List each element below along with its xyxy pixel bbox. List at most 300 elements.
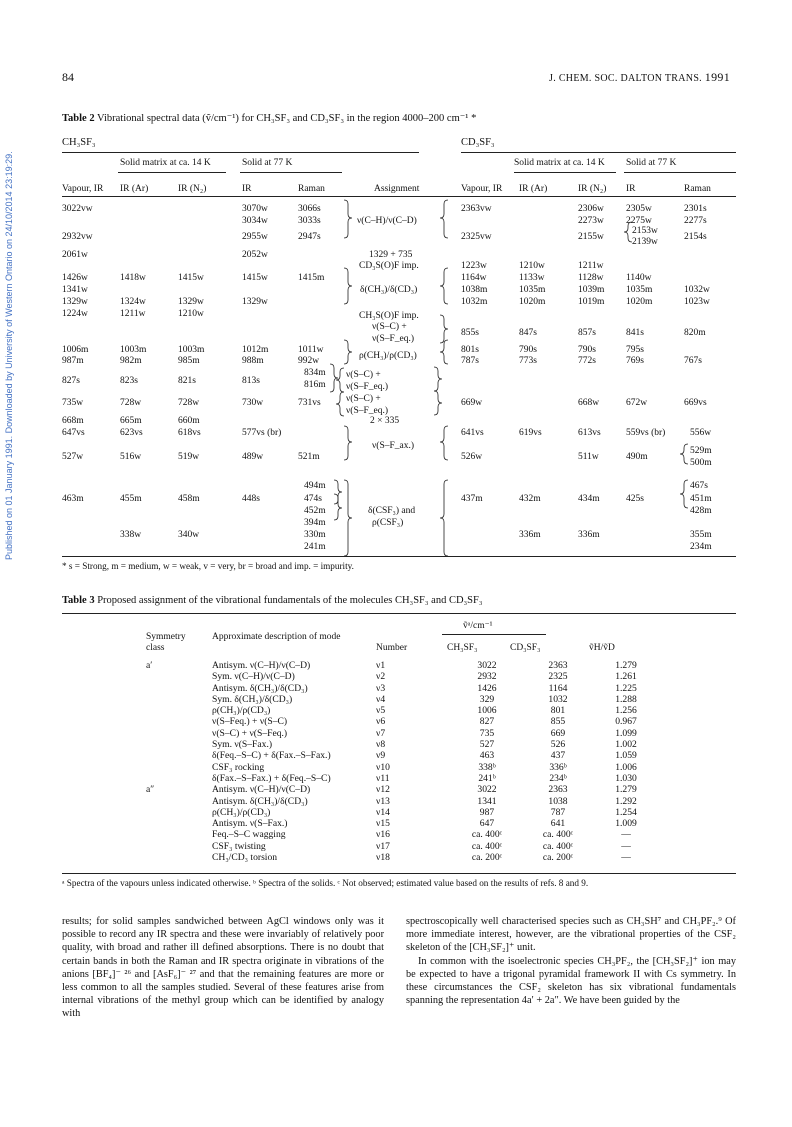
table3-cell: [146, 852, 212, 863]
table3-cell: Feq.–S–C wagging: [212, 829, 286, 841]
table3-cell: ca. 400ᶜ: [542, 840, 574, 852]
table2-cell: ρ(CSF₃): [372, 518, 404, 528]
table3-row: [146, 705, 656, 716]
table2-cell: 847s: [519, 328, 537, 338]
table2-cell: 516w: [120, 452, 142, 462]
table3-cell: —: [621, 829, 631, 841]
table3-cell: 336ᵇ: [549, 761, 567, 773]
table3-cell: 855: [550, 716, 566, 728]
table2-cell: 813s: [242, 376, 260, 386]
table2-cell: 526w: [461, 452, 483, 462]
table3-cell: [146, 829, 212, 840]
table3-cell: 787: [550, 806, 566, 818]
table2-cell: 527w: [62, 452, 84, 462]
table2-cell: 795s: [626, 345, 644, 355]
table2-cell: ν(S–F_eq.): [372, 334, 415, 344]
table3-cell: [146, 705, 212, 716]
table3-cell: [146, 796, 212, 807]
table2-cell: 529m: [690, 446, 712, 456]
table3-cell: 527: [479, 739, 495, 751]
table2-cell: 730w: [242, 398, 264, 408]
table3-cell: 1.030: [615, 772, 637, 784]
table3-header-description: Approximate description of mode: [212, 632, 341, 642]
table2-cell: 1426w: [62, 273, 88, 283]
table3-cell: ν7: [376, 727, 386, 739]
table2-cell: 834m: [304, 368, 326, 378]
table2-cell: 2154s: [684, 232, 707, 242]
table3-row: [146, 683, 656, 694]
table3-cell: ν3: [376, 682, 386, 694]
table3-cell: a′: [146, 660, 153, 671]
table3-cell: δ(Fax.–S–Fax.) + δ(Feq.–S–C): [212, 772, 331, 784]
table3-cell: 647: [479, 818, 495, 830]
table2-cell: 340w: [178, 530, 200, 540]
table2-cell: 2305w: [626, 204, 652, 214]
table3-cell: 1.279: [615, 660, 637, 671]
table2-cell: 434m: [578, 494, 600, 504]
table2-cell: 556w: [690, 428, 712, 438]
table3-cell: [146, 841, 212, 852]
body-paragraph: spectroscopically well characterised species such as CH₃SH⁷ and CH₃PF₂.⁹ Of more immediate interest, however, are the vibrational properties of the CSF₂ skeleton of the [CH₃SF₂]⁺ unit.: [406, 916, 736, 954]
table2-cell: 1035m: [519, 285, 546, 295]
table3-cell: ν8: [376, 739, 386, 751]
table3-row: [146, 694, 656, 705]
table2-cell: 2052w: [242, 250, 268, 260]
table2-cell: 1329 + 735: [369, 250, 413, 260]
table2-cell: 500m: [690, 458, 712, 468]
table3-cell: 1.288: [615, 693, 637, 705]
table2-cell: 3022vw: [62, 204, 93, 214]
table2-cell: ν(S–C) +: [346, 370, 381, 380]
table2-cell: 463m: [62, 494, 84, 504]
table2-sub-right-matrix: Solid matrix at ca. 14 K: [514, 158, 605, 168]
table3-cell: ν10: [376, 761, 390, 773]
table2-label: Table 2: [62, 113, 95, 124]
table2-cell: CH₃S(O)F imp.: [359, 311, 419, 321]
table3-cell: 526: [550, 739, 566, 751]
download-watermark: Published on 01 January 1991. Downloaded by University of Western Ontario on 24/10/2014 23:19:29.: [4, 151, 14, 560]
table2-cell: 2325vw: [461, 232, 492, 242]
table3-cell: 1.261: [615, 671, 637, 683]
body-paragraph: results; for solid samples sandwiched between AgCl windows only was it possible to record any IR spectra and these were invariably of relatively poor quality, with broad and rather ill defined absorptions. There is no doubt that certain bands in both the Raman and IR spectra originate in vibrations of the anions [BF₄]⁻ ²⁶ and [AsF₆]⁻ ²⁷ and that the remaining features are more or less common to all the samples studied. Several of these features arise from internal vibrations of the methyl group which can be identified by analogy with: [62, 916, 384, 1020]
table3-row: [146, 671, 656, 682]
table2-cell: 1341w: [62, 285, 88, 295]
table2-cell: 437m: [461, 494, 483, 504]
table2-cell: 1223w: [461, 261, 487, 271]
table3-cell: 1426: [477, 682, 497, 694]
table3-units-header: ṽᵃ/cm⁻¹: [463, 621, 493, 631]
table3-cell: ca. 400ᶜ: [471, 829, 503, 841]
table3-cell: 1164: [548, 682, 568, 694]
table3-cell: 1.002: [615, 739, 637, 751]
table2-cell: 613vs: [578, 428, 601, 438]
table2-cell: 3034w: [242, 216, 268, 226]
table3-cell: Antisym. ν(S–Fax.): [212, 818, 288, 830]
table2-cell: ν(S–F_eq.): [346, 406, 389, 416]
table3-cell: Sym. ν(C–H)/ν(C–D): [212, 671, 295, 683]
table2-cell: 988m: [242, 356, 264, 366]
table2-cell: 1211w: [120, 309, 146, 319]
table3-cell: [146, 762, 212, 773]
table3-cell: 0.967: [615, 716, 637, 728]
table2-cell: 1012m: [242, 345, 269, 355]
table2-cell: 241m: [304, 542, 326, 552]
table3-cell: [146, 716, 212, 727]
table2-cell: 623vs: [120, 428, 143, 438]
table2-cell: 448s: [242, 494, 260, 504]
table2-cell: 490m: [626, 452, 648, 462]
table3-cell: 987: [479, 806, 495, 818]
table3-cell: 641: [550, 818, 566, 830]
table3-row: [146, 841, 656, 852]
table2-cell: 855s: [461, 328, 479, 338]
table2-cell: 1032m: [461, 297, 488, 307]
table2-cell: 827s: [62, 376, 80, 386]
table2-cell: 982m: [120, 356, 142, 366]
table2-cell: 1418w: [120, 273, 146, 283]
table3-cell: ν(S–Feq.) + ν(S–C): [212, 716, 288, 728]
table3-row: [146, 750, 656, 761]
table3-cell: 437: [550, 750, 566, 762]
table3-cell: ca. 200ᶜ: [542, 852, 574, 864]
table3-row: [146, 807, 656, 818]
table2-cell: 1032w: [684, 285, 710, 295]
table2-cell: 1415w: [178, 273, 204, 283]
table3-cell: 827: [479, 716, 495, 728]
table3-cell: Antisym. ν(C–H)/ν(C–D): [212, 660, 311, 671]
table3-row: [146, 728, 656, 739]
table2-column-header: IR: [626, 184, 636, 194]
table2-sub-left-matrix: Solid matrix at ca. 14 K: [120, 158, 211, 168]
table2-cell: 2139w: [632, 237, 658, 247]
table3-cell: ν13: [376, 795, 390, 807]
body-column-right: [406, 915, 736, 1007]
table3-cell: 2363: [548, 784, 568, 796]
table3-cell: ν5: [376, 705, 386, 717]
table3-cell: [146, 807, 212, 818]
table3-cell: 234ᵇ: [549, 772, 567, 784]
body-paragraph: In common with the isoelectronic species CH₃PF₂, the [CH₃SF₂]⁺ ion may be expected to have a trigonal pyramidal framework II with Cs symmetry. In these circumstances the CSF₂ skeleton has six vibrational fundamentals spanning the representation 4a′ + 2a″. We have been guided by the: [406, 955, 736, 1007]
table2-cell: 857s: [578, 328, 596, 338]
table3-cell: CSF₃ rocking: [212, 761, 265, 773]
table2-cell: δ(CSF₃) and: [368, 506, 416, 516]
table3-cell: 3022: [477, 660, 497, 671]
table3-cell: Antisym. ν(C–H)/ν(C–D): [212, 784, 311, 796]
table3-cell: 1.279: [615, 784, 637, 796]
table2-cell: 790s: [578, 345, 596, 355]
table3-cell: —: [621, 840, 631, 852]
table2-cell: ρ(CH₃)/ρ(CD₃): [359, 351, 417, 361]
table2-column-header: IR: [242, 184, 252, 194]
table3-cell: 801: [550, 705, 566, 717]
table2-cell: 1020m: [519, 297, 546, 307]
table3-cell: ν1: [376, 660, 386, 671]
table3-cell: δ(Feq.–S–C) + δ(Fax.–S–Fax.): [212, 750, 331, 762]
table2-cell: 2363vw: [461, 204, 492, 214]
table2-cell: 1329w: [242, 297, 268, 307]
table3-row: [146, 762, 656, 773]
table2-cell: 820m: [684, 328, 706, 338]
table2-column-header: IR (N₂): [578, 184, 607, 194]
table3-cell: 338ᵇ: [478, 761, 496, 773]
table2-cell: 3070w: [242, 204, 268, 214]
table2-cell: 474s: [304, 494, 322, 504]
table2-cell: 1020m: [626, 297, 653, 307]
table2-column-header: IR (N₂): [178, 184, 207, 194]
table3-row: [146, 829, 656, 840]
table2-cell: 668m: [62, 416, 84, 426]
table3-row: [146, 660, 656, 671]
table2-column-header: Vapour, IR: [461, 184, 503, 194]
table3-row: [146, 773, 656, 784]
table2-cell: 641vs: [461, 428, 484, 438]
table3-header-ch3sf3: CH₃SF₃: [447, 643, 478, 653]
table3-cell: Antisym. δ(CH₃)/δ(CD₃): [212, 682, 308, 694]
table2-cell: 2301s: [684, 204, 707, 214]
table3-cell: ν16: [376, 829, 390, 841]
table3-cell: [146, 694, 212, 705]
table2-cell: 2932vw: [62, 232, 93, 242]
table3-cell: 329: [479, 693, 495, 705]
table2-cell: 458m: [178, 494, 200, 504]
table2-cell: 234m: [690, 542, 712, 552]
table2-cell: 660m: [178, 416, 200, 426]
table3-cell: 669: [550, 727, 566, 739]
table2-cell: 821s: [178, 376, 196, 386]
table2-cell: 1329w: [62, 297, 88, 307]
table2-cell: 787s: [461, 356, 479, 366]
table2-cell: 790s: [519, 345, 537, 355]
table2-cell: 355m: [690, 530, 712, 540]
page-number: 84: [62, 70, 74, 84]
table3-cell: ca. 400ᶜ: [542, 829, 574, 841]
table3-row: [146, 784, 656, 795]
table3-cell: [146, 728, 212, 739]
table2-cell: 769s: [626, 356, 644, 366]
table2-cell: 1038m: [461, 285, 488, 295]
table3-cell: 1.256: [615, 705, 637, 717]
table2-cell: 772s: [578, 356, 596, 366]
table2-cell: 451m: [690, 494, 712, 504]
table3-cell: CSF₃ twisting: [212, 840, 266, 852]
table2-cell: CD₃S(O)F imp.: [359, 261, 419, 271]
table3-cell: ν11: [376, 772, 390, 784]
table2-sub-right-solid: Solid at 77 K: [626, 158, 677, 168]
table3-cell: ρ(CH₃)/ρ(CD₃): [212, 806, 271, 818]
table3-footnote: ᵃ Spectra of the vapours unless indicated otherwise. ᵇ Spectra of the solids. ᶜ Not observed; estimated value based on the results of refs. 8 and 9.: [62, 878, 589, 888]
table3-cell: a″: [146, 784, 155, 796]
table2-cell: 1415m: [298, 273, 325, 283]
table2-cell: 425s: [626, 494, 644, 504]
table2-cell: ν(S–C) +: [346, 394, 381, 404]
table2-cell: 619vs: [519, 428, 542, 438]
table3-cell: ν4: [376, 693, 386, 705]
table2-cell: 2153w: [632, 226, 658, 236]
table2-cell: 489w: [242, 452, 264, 462]
table2-cell: 2947s: [298, 232, 321, 242]
table3-cell: [146, 773, 212, 784]
table2-cell: 3066s: [298, 204, 321, 214]
table3-cell: 3022: [477, 784, 497, 796]
table3-cell: ca. 200ᶜ: [471, 852, 503, 864]
table2-cell: 1210w: [178, 309, 204, 319]
table2-cell: 1324w: [120, 297, 146, 307]
table3-cell: 1.292: [615, 795, 637, 807]
body-column-left: [62, 915, 384, 1021]
table2-cell: 1224w: [62, 309, 88, 319]
table3-cell: —: [621, 852, 631, 864]
table2-cell: 1140w: [626, 273, 652, 283]
table2-cell: ν(S–F_ax.): [372, 441, 415, 451]
table2-cell: 2273w: [578, 216, 604, 226]
table3-cell: ρ(CH₃)/ρ(CD₃): [212, 705, 271, 717]
table2-cell: 1164w: [461, 273, 487, 283]
table2-cell: 647vs: [62, 428, 85, 438]
table2-column-header: Raman: [298, 184, 325, 194]
table2-cell: 669w: [461, 398, 483, 408]
table2-cell: 2275w: [626, 216, 652, 226]
table3-label: Table 3: [62, 595, 95, 606]
table3-cell: Sym. ν(S–Fax.): [212, 739, 273, 751]
table2-cell: 428m: [690, 506, 712, 516]
table3-row: [146, 796, 656, 807]
table2-cell: δ(CH₃)/δ(CD₃): [360, 285, 418, 295]
table2-column-header: Vapour, IR: [62, 184, 104, 194]
table2-column-header: IR (Ar): [120, 184, 149, 194]
table2-cell: 1006m: [62, 345, 89, 355]
table2-cell: 432m: [519, 494, 541, 504]
table2-cell: 773s: [519, 356, 537, 366]
table3-header-symmetry: Symmetry class: [146, 632, 186, 653]
table2-cell: 1011w: [298, 345, 324, 355]
journal-year: 1991: [704, 70, 730, 84]
table3-cell: CH₃/CD₃ torsion: [212, 852, 278, 864]
table2-cell: 338w: [120, 530, 142, 540]
table3-cell: 2325: [548, 671, 568, 683]
table2-cell: 985m: [178, 356, 200, 366]
table3-row: [146, 739, 656, 750]
table2-cell: 823s: [120, 376, 138, 386]
table3-cell: 1006: [477, 705, 497, 717]
table2-cell: 668w: [578, 398, 600, 408]
table2-cell: 1003m: [178, 345, 205, 355]
table3-header-number: Number: [376, 643, 408, 653]
table3-cell: 1.009: [615, 818, 637, 830]
table2-cell: 728w: [120, 398, 142, 408]
table3-cell: 2363: [548, 660, 568, 671]
table2-cell: 2955w: [242, 232, 268, 242]
table2-caption-text: Vibrational spectral data (ṽ/cm⁻¹) for CH₃SF₃ and CD₃SF₃ in the region 4000–200 cm⁻¹ *: [97, 113, 477, 124]
table2-cell: 1329w: [178, 297, 204, 307]
table3-cell: ν6: [376, 716, 386, 728]
table2-cell: 336m: [578, 530, 600, 540]
table3-cell: 241ᵇ: [478, 772, 496, 784]
table2-cell: 816m: [304, 380, 326, 390]
table3-row: [146, 818, 656, 829]
table3-cell: 1.099: [615, 727, 637, 739]
table2-cell: 1415w: [242, 273, 268, 283]
table3-row: [146, 852, 656, 863]
table3-cell: [146, 683, 212, 694]
table3-cell: [146, 750, 212, 761]
table2-cell: 519w: [178, 452, 200, 462]
table2-cell: ν(C–H)/ν(C–D): [357, 216, 417, 226]
table3-cell: ν12: [376, 784, 390, 796]
table3-cell: Sym. δ(CH₃)/δ(CD₃): [212, 693, 293, 705]
table2-cell: ν(S–F_eq.): [346, 382, 389, 392]
table3-caption-text: Proposed assignment of the vibrational fundamentals of the molecules CH₃SF₃ and CD₃SF₃: [97, 595, 483, 606]
table2-cell: 1128w: [578, 273, 604, 283]
table2-cell: 618vs: [178, 428, 201, 438]
table2-cell: 336m: [519, 530, 541, 540]
table2-cell: 1023w: [684, 297, 710, 307]
table2-cell: 665m: [120, 416, 142, 426]
table3-cell: 1.225: [615, 682, 637, 694]
table2-cell: 521m: [298, 452, 320, 462]
table2-cell: 735w: [62, 398, 84, 408]
table3-cell: 463: [479, 750, 495, 762]
table2-cell: 2155w: [578, 232, 604, 242]
table2-cell: 728w: [178, 398, 200, 408]
table2-cell: 455m: [120, 494, 142, 504]
table2-cell: 1210w: [519, 261, 545, 271]
table2-footnote: * s = Strong, m = medium, w = weak, v = very, br = broad and imp. = impurity.: [62, 561, 354, 571]
table2-group-left: CH₃SF₃: [62, 137, 96, 148]
table2-cell: 577vs (br): [242, 428, 282, 438]
table3-cell: 1.059: [615, 750, 637, 762]
table2-cell: 1211w: [578, 261, 604, 271]
table2-cell: 3033s: [298, 216, 321, 226]
table2-group-right: CD₃SF₃: [461, 137, 495, 148]
table3-cell: ν18: [376, 852, 390, 864]
table2-cell: 1133w: [519, 273, 545, 283]
table3-cell: [146, 818, 212, 829]
table3-cell: [146, 671, 212, 682]
table3-cell: 1038: [548, 795, 568, 807]
table2-cell: ν(S–C) +: [372, 322, 407, 332]
table2-column-header: IR (Ar): [519, 184, 548, 194]
table2-cell: 1035m: [626, 285, 653, 295]
table2-sub-left-solid: Solid at 77 K: [242, 158, 293, 168]
table3-cell: ν9: [376, 750, 386, 762]
table2-column-header: Raman: [684, 184, 711, 194]
table3-cell: ν14: [376, 806, 390, 818]
table2-cell: 2 × 335: [370, 416, 400, 426]
table2-cell: 1019m: [578, 297, 605, 307]
table3-cell: ν(S–C) + ν(S–Feq.): [212, 727, 288, 739]
table3-cell: 1.254: [615, 806, 637, 818]
table2-cell: 987m: [62, 356, 84, 366]
table2-cell: 511w: [578, 452, 599, 462]
table3-cell: 735: [479, 727, 495, 739]
table2-cell: 1039m: [578, 285, 605, 295]
table3-header-cd3sf3: CD₃SF₃: [510, 643, 541, 653]
table2-cell: 559vs (br): [626, 428, 666, 438]
table3-body: [146, 660, 656, 863]
table2-cell: 841s: [626, 328, 644, 338]
table3-cell: 1.006: [615, 761, 637, 773]
table2-cell: 1003m: [120, 345, 147, 355]
table3-cell: ν17: [376, 840, 390, 852]
table2-cell: 767s: [684, 356, 702, 366]
table3-cell: [146, 739, 212, 750]
table2-column-header: Assignment: [374, 184, 420, 194]
table3-cell: 1032: [548, 693, 568, 705]
table3-cell: ν15: [376, 818, 390, 830]
table2-cell: 2277s: [684, 216, 707, 226]
table3-cell: ν2: [376, 671, 386, 683]
table2-cell: 2306w: [578, 204, 604, 214]
